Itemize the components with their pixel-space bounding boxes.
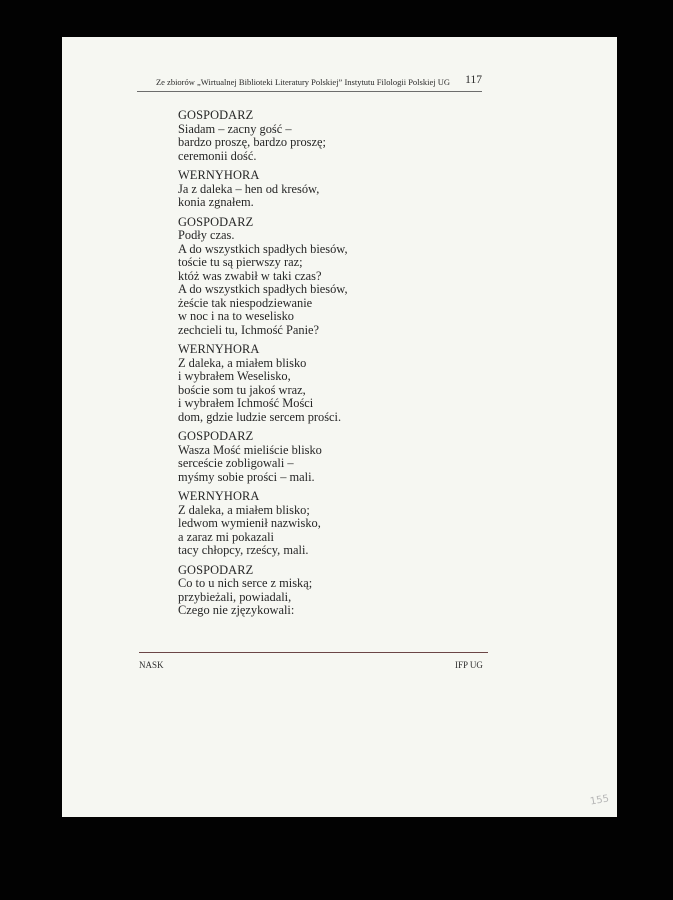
verse-line: a zaraz mi pokazali xyxy=(178,529,274,544)
footer-divider xyxy=(139,652,488,653)
stanza xyxy=(178,430,478,484)
verse-line: i wybrałem Ichmość Mości xyxy=(178,396,314,410)
stanza xyxy=(178,343,478,424)
footer-left-label: NASK xyxy=(139,660,164,670)
verse-line: tacy chłopcy, rześcy, mali. xyxy=(178,543,309,557)
speaker-name: GOSPODARZ xyxy=(178,108,254,122)
speaker-name: WERNYHORA xyxy=(178,489,260,503)
footer-right-label: IFP UG xyxy=(455,660,483,670)
verse-line: toście tu są pierwszy raz; xyxy=(178,255,303,269)
verse-line: bardzo proszę, bardzo proszę; xyxy=(178,135,326,149)
speaker-name: WERNYHORA xyxy=(178,168,260,182)
verse-line: dom, gdzie ludzie sercem prości. xyxy=(178,409,342,424)
poem-text xyxy=(178,109,478,624)
verse-line: Co to u nich serce z miską; xyxy=(178,576,313,590)
verse-line: przybieżali, powiadali, xyxy=(178,589,292,604)
verse-line: i wybrałem Weselisko, xyxy=(178,369,291,383)
verse-line: Czego nie zjęzykowali: xyxy=(178,603,295,617)
speaker-name: GOSPODARZ xyxy=(178,429,254,443)
verse-line: w noc i na to weselisko xyxy=(178,309,294,323)
speaker-name: WERNYHORA xyxy=(178,342,260,356)
verse-line: Z daleka, a miałem blisko xyxy=(178,355,307,370)
verse-line: A do wszystkich spadłych biesów, xyxy=(178,282,348,296)
stanza xyxy=(178,490,478,558)
verse-line: serceście zobligowali – xyxy=(178,456,294,470)
stanza xyxy=(178,169,478,210)
stanza xyxy=(178,109,478,163)
verse-line: Siadam – zacny gość – xyxy=(178,121,292,136)
verse-line: Z daleka, a miałem blisko; xyxy=(178,502,310,517)
stanza xyxy=(178,564,478,618)
verse-line: Wasza Mość mieliście blisko xyxy=(178,442,322,457)
verse-line: zechcieli tu, Ichmość Panie? xyxy=(178,322,320,337)
verse-line: ceremonii dość. xyxy=(178,148,257,163)
verse-line: boście som tu jakoś wraz, xyxy=(178,382,306,397)
header-text: Ze zbiorów „Wirtualnej Biblioteki Literatury Polskiej” Instytutu Filologii Polskiej UG xyxy=(155,77,450,87)
verse-line: ledwom wymienił nazwisko, xyxy=(178,516,321,530)
verse-line: konia zgnałem. xyxy=(178,195,254,209)
pencil-annotation: 155 xyxy=(589,793,610,808)
verse-line: Ja z daleka – hen od kresów, xyxy=(178,181,320,196)
document-page xyxy=(62,37,617,817)
verse-line: myśmy sobie prości – mali. xyxy=(178,469,315,484)
verse-line: żeście tak niespodziewanie xyxy=(178,295,313,310)
verse-line: A do wszystkich spadłych biesów, xyxy=(178,241,348,256)
verse-line: któż was zwabił w taki czas? xyxy=(178,268,322,283)
speaker-name: GOSPODARZ xyxy=(178,562,254,577)
verse-line: Podły czas. xyxy=(178,228,235,242)
page-number: 117 xyxy=(465,74,482,86)
page-header xyxy=(137,75,482,92)
stanza xyxy=(178,216,478,338)
speaker-name: GOSPODARZ xyxy=(178,214,254,229)
